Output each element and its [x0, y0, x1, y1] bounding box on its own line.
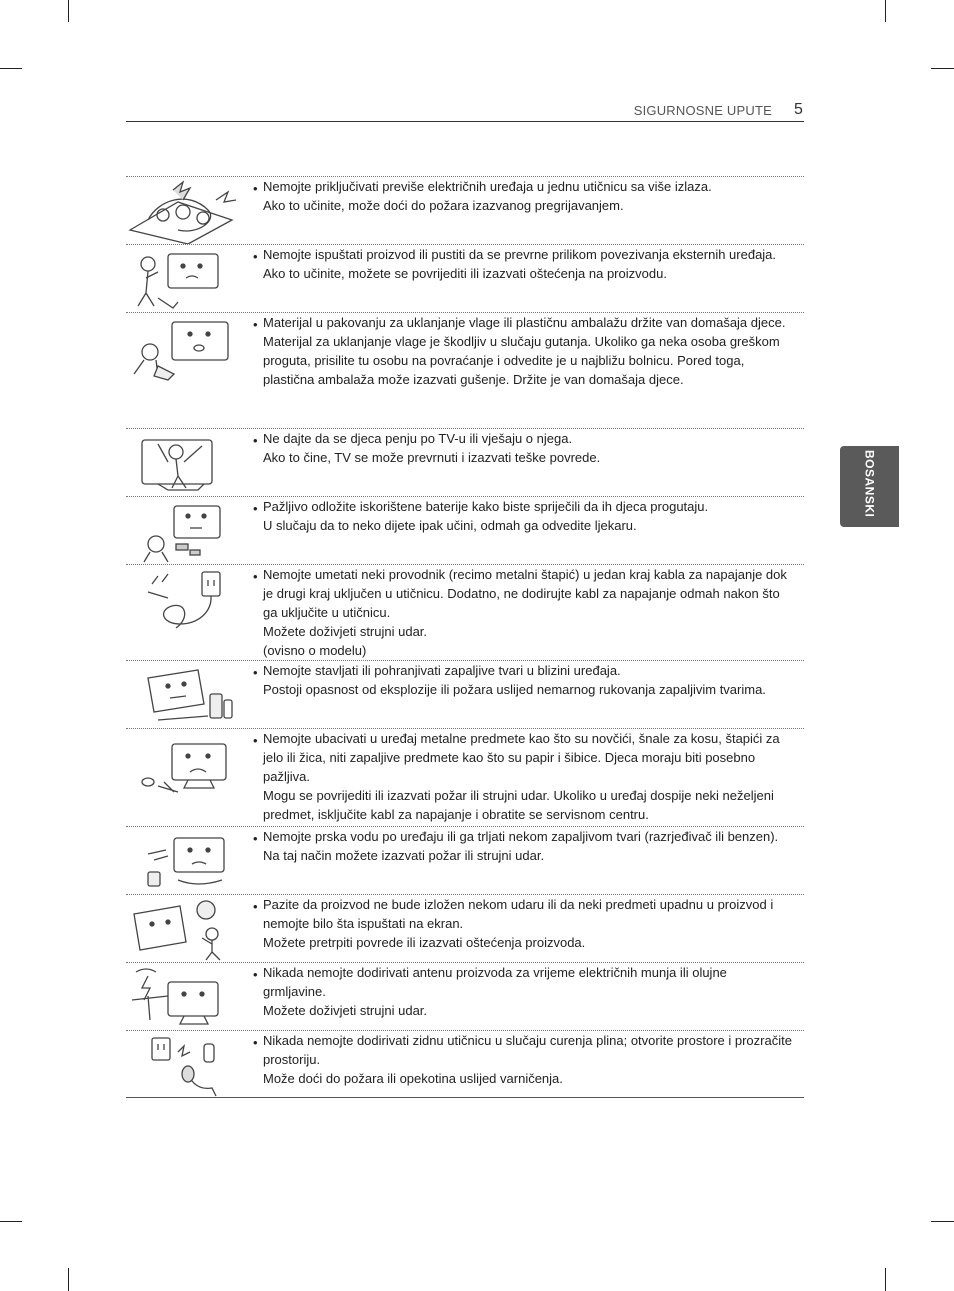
gas-leak-socket-icon: [128, 1034, 240, 1098]
item-text: Nemojte priključivati previše električnih uređaja u jednu utičnicu sa više izlaza. Ako to učinite, može doći do požara izazvanog pregrijavanjem.: [263, 179, 712, 213]
safety-item: [126, 826, 804, 895]
bullet: •: [253, 249, 258, 264]
crop-mark: [931, 68, 954, 69]
item-text: Ne dajte da se djeca penju po TV-u ili vješaju o njega. Ako to čine, TV se može prevrnuti i izazvati teške povrede.: [263, 431, 601, 465]
safety-item: [126, 1030, 804, 1099]
crop-mark: [68, 1268, 69, 1291]
bullet: •: [253, 433, 258, 448]
ball-impact-icon: [128, 898, 240, 962]
bullet: •: [253, 501, 258, 516]
item-text: Nikada nemojte dodirivati zidnu utičnicu u slučaju curenja plina; otvorite prostore i prozračite prostoriju. Može doći do požara ili opekotina uslijed varničenja.: [263, 1033, 792, 1086]
item-text: Nikada nemojte dodirivati antenu proizvoda za vrijeme električnih munja ili olujne grmljavine. Možete doživjeti strujni udar.: [263, 965, 727, 1018]
language-tab: [840, 446, 899, 527]
bullet: •: [253, 665, 258, 680]
bullet: •: [253, 899, 258, 914]
bullet: •: [253, 831, 258, 846]
bullet: •: [253, 317, 258, 332]
crop-mark: [0, 68, 22, 69]
item-text: Nemojte ubacivati u uređaj metalne predmete kao što su novčići, šnale za kosu, štapići za jelo ili žica, niti zapaljive predmete kao što su papir i šibice. Djeca moraju biti posebno pažljiva. Mogu se povrijediti ili izazvati požar ili strujni udar. Ukoliko u uređaj dospije neki neželjeni predmet, isključite kabl za napajanje i obratite se servisnom centru.: [263, 731, 780, 822]
battery-child-icon: [128, 500, 240, 564]
crop-mark: [931, 1221, 954, 1222]
crop-mark: [0, 1221, 22, 1222]
bullet: •: [253, 967, 258, 982]
safety-item: [126, 496, 804, 565]
safety-item: [126, 564, 804, 661]
safety-item: [126, 660, 804, 729]
flammable-near-tv-icon: [128, 664, 240, 726]
lightning-antenna-icon: [128, 966, 240, 1028]
safety-item: [126, 312, 804, 429]
child-climbing-tv-icon: [128, 432, 240, 494]
bottom-rule: [126, 1097, 804, 1098]
bullet: •: [253, 733, 258, 748]
safety-item: [126, 176, 804, 245]
crop-mark: [885, 0, 886, 22]
crop-mark: [885, 1268, 886, 1291]
item-text: Nemojte umetati neki provodnik (recimo metalni štapić) u jedan kraj kabla za napajanje dok je drugi kraj uključen u utičnicu. Dodatno, ne dodirujte kabl za napajanje odmah nakon što ga uključite u utičnicu. Možete doživjeti strujni udar. (ovisno o modelu): [263, 567, 787, 658]
item-text: Materijal u pakovanju za uklanjanje vlage ili plastičnu ambalažu držite van domašaja djece. Materijal za uklanjanje vlage je škodljiv u slučaju gutanja. Ukoliko ga neka osoba greškom proguta, prisilite tu osobu na povraćanje i odvedite je u najbližu bolnicu. Pored toga, plastična ambalaža može izazvati gušenje. Držite je van domašaja djece.: [263, 315, 786, 387]
tv-fall-icon: [128, 248, 240, 312]
header-rule: [126, 121, 804, 122]
item-text: Nemojte stavljati ili pohranjivati zapaljive tvari u blizini uređaja. Postoji opasnost od eksplozije ili požara uslijed nemarnog rukovanja zapaljivim tvarima.: [263, 663, 766, 697]
page-number: 5: [794, 101, 803, 118]
safety-item: [126, 894, 804, 963]
child-packaging-icon: [128, 316, 240, 382]
item-text: Nemojte prska vodu po uređaju ili ga trljati nekom zapaljivom tvari (razrjeđivač ili benzen). Na taj način možete izazvati požar ili strujni udar.: [263, 829, 779, 863]
bullet: •: [253, 181, 258, 196]
section-title: SIGURNOSNE UPUTE: [633, 103, 772, 118]
item-text: Pažljivo odložite iskorištene baterije kako biste spriječili da ih djeca progutaju. U slučaju da to neko dijete ipak učini, odmah ga odvedite ljekaru.: [263, 499, 709, 533]
safety-item: [126, 244, 804, 313]
safety-item: [126, 428, 804, 497]
bullet: •: [253, 1035, 258, 1050]
language-tab-label: BOSANSKI: [862, 450, 877, 518]
overloaded-socket-icon: [128, 180, 240, 244]
metal-objects-icon: [128, 732, 240, 802]
crop-mark: [68, 0, 69, 22]
safety-item: [126, 962, 804, 1031]
power-cable-icon: [128, 568, 240, 634]
spray-water-icon: [128, 830, 240, 892]
bullet: •: [253, 569, 258, 584]
item-text: Pazite da proizvod ne bude izložen nekom udaru ili da neki predmeti upadnu u proizvod i nemojte bilo šta ispuštati na ekran. Možete pretrpiti povrede ili izazvati oštećenja proizvoda.: [263, 897, 774, 950]
safety-item: [126, 728, 804, 827]
item-text: Nemojte ispuštati proizvod ili pustiti da se prevrne prilikom povezivanja eksternih uređaja. Ako to učinite, možete se povrijediti ili izazvati oštećenja na proizvodu.: [263, 247, 777, 281]
